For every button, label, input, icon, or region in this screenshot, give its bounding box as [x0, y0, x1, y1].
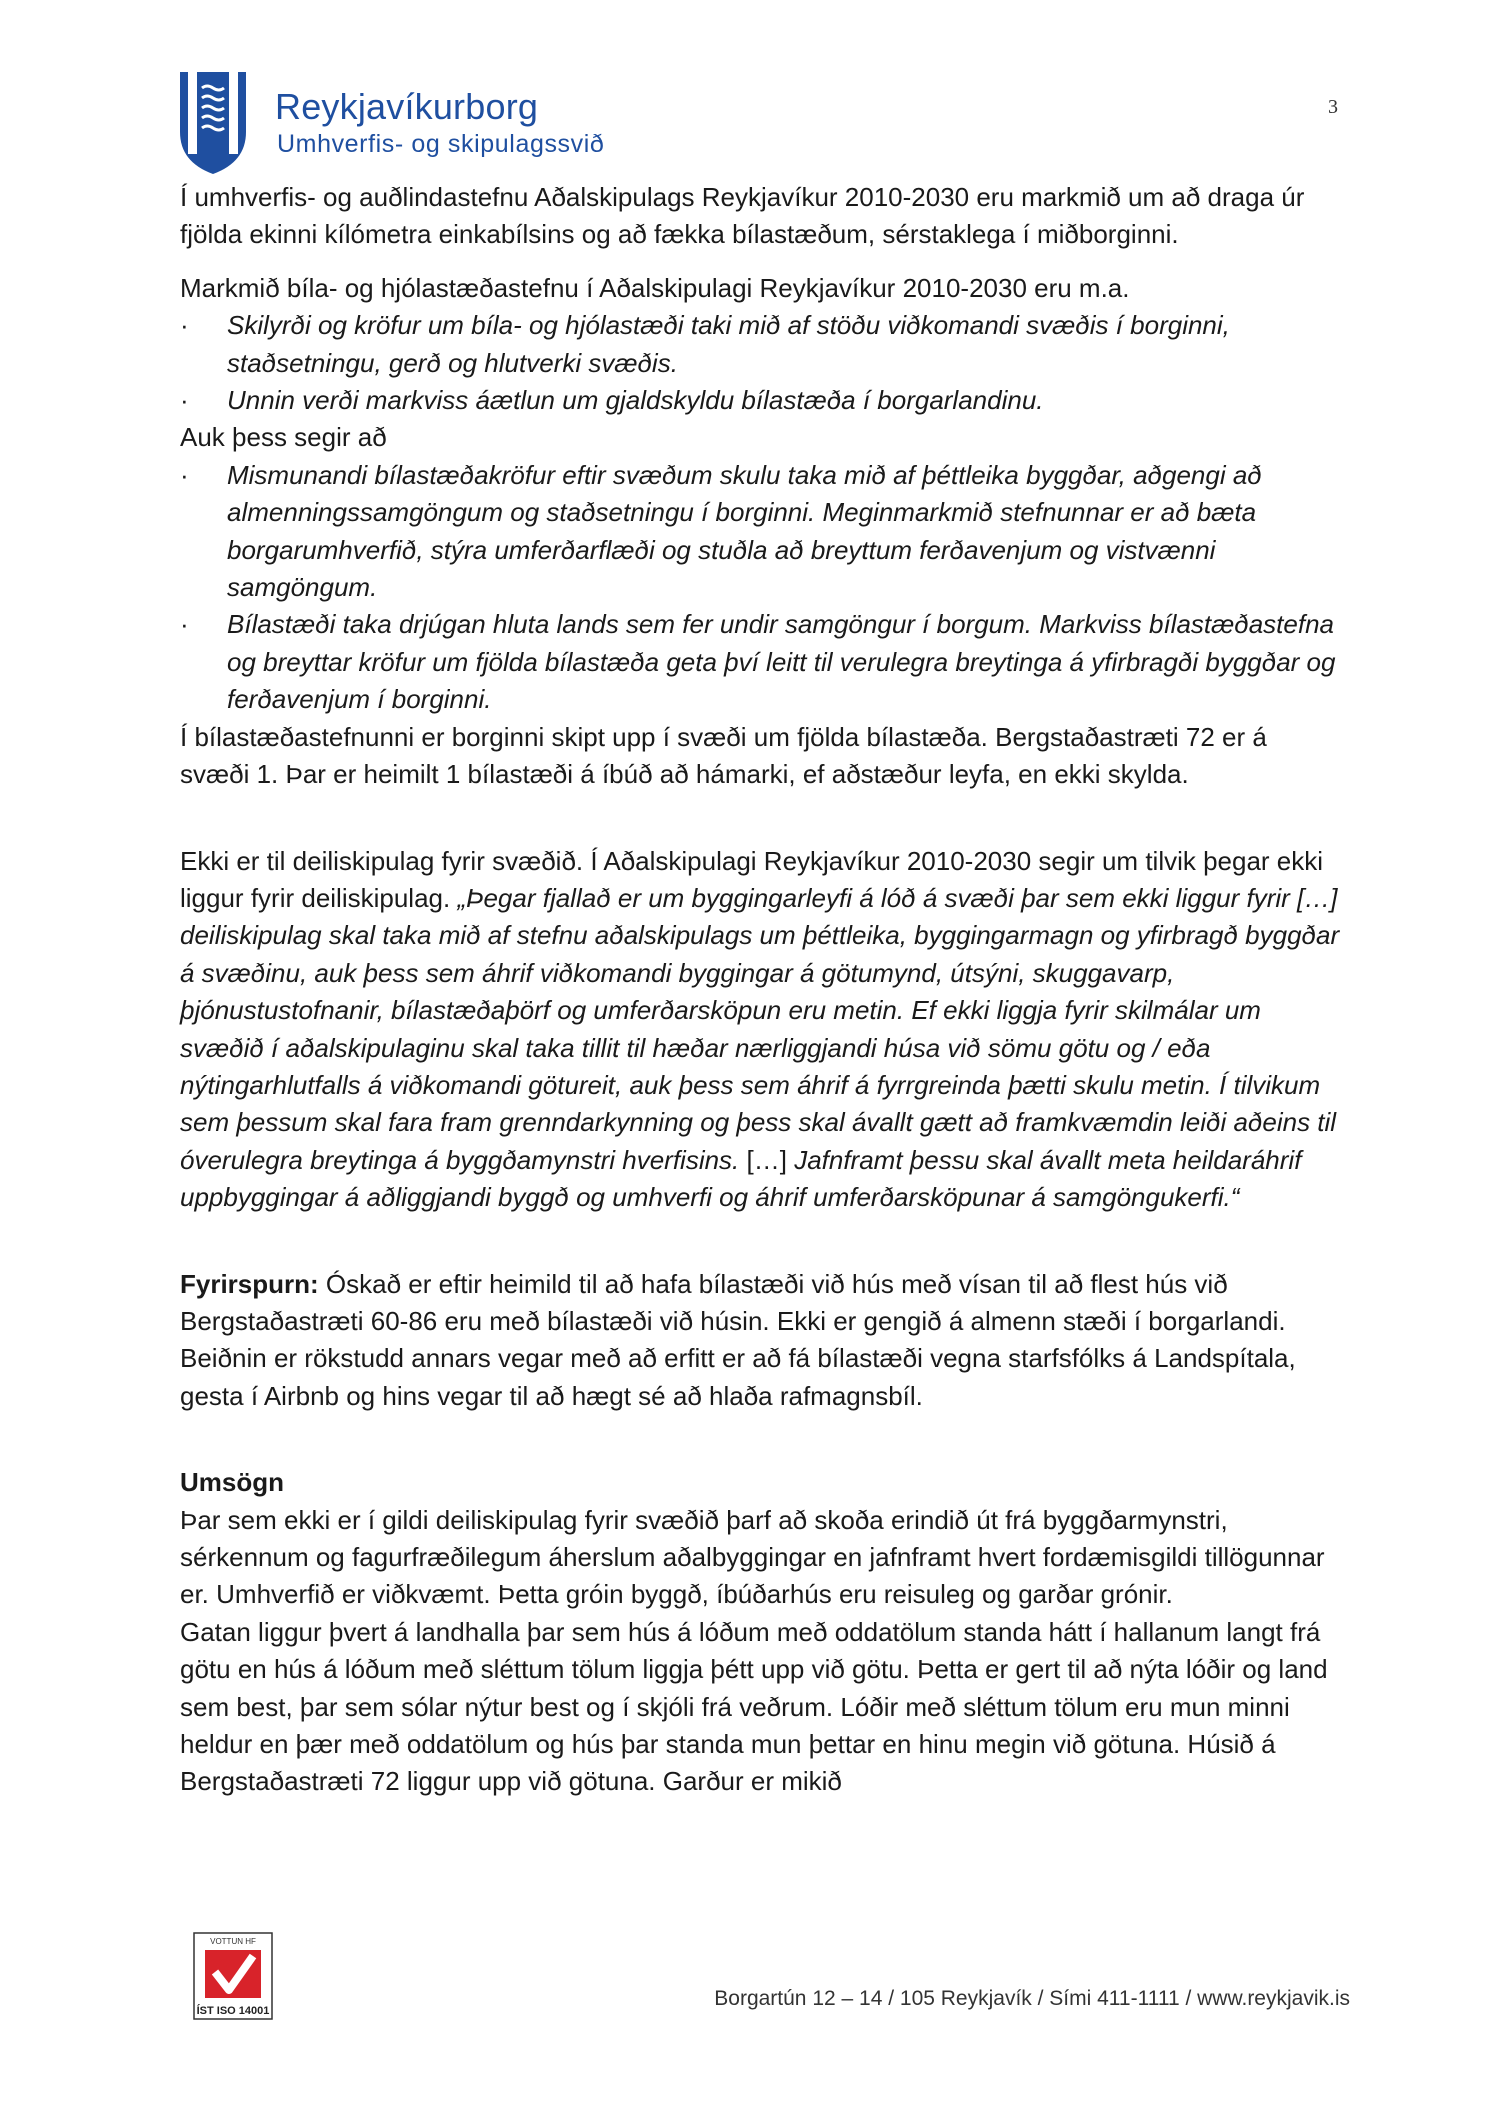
- bullet-icon: ·: [180, 385, 189, 416]
- document-body: [180, 179, 1340, 1801]
- reykjavik-coat-of-arms-icon: [178, 70, 248, 176]
- paragraph-with-quote: Ekki er til deiliskipulag fyrir svæðið. Í Aðalskipulagi Reykjavíkur 2010-2030 segir um tilvik þegar ekki liggur fyrir deiliskipulag. „Þegar fjallað er um byggingarleyfi á lóð á svæði þar sem ekki liggur fyrir […] deiliskipulag skal taka mið af stefnu aðalskipulags um þéttleika, byggingarmagn og yfirbragð byggðar á svæðinu, auk þess sem áhrif viðkomandi byggingar á götumynd, útsýni, skuggavarp, þjónustustofnanir, bílastæðaþörf og umferðarsköpun eru metin. Ef ekki liggja fyrir skilmálar um svæðið í aðalskipulaginu skal taka tillit til hæðar nærliggjandi húsa við sömu götu og / eða nýtingarhlutfalls á viðkomandi götureit, auk þess sem áhrif á fyrrgreinda þætti skulu metin. Í tilvikum sem þessum skal fara fram grenndarkynning og þess skal ávallt gætt að framkvæmdin leiði aðeins til óverulegra breytinga á byggðamynstri hverfisins. […] Jafnframt þessu skal ávallt meta heildaráhrif uppbyggingar á aðliggjandi byggð og umhverfi og áhrif umferðarsköpunar á samgöngukerfi.“: [180, 845, 1340, 1213]
- cert-bottom-text: ÍST ISO 14001: [196, 2005, 270, 2017]
- department-name: Umhverfis- og skipulagssvið: [277, 130, 605, 158]
- org-name: Reykjavíkurborg: [275, 86, 539, 127]
- list-item: · Bílastæði taka drjúgan hluta lands sem fer undir samgöngur í borgum. Markviss bílastæðastefna og breyttar kröfur um fjölda bílastæða geta því leitt til verulegra breytinga á yfirbragði byggðar og ferðavenjum í borginni.: [180, 606, 1340, 718]
- inquiry-paragraph: Fyrirspurn: Óskað er eftir heimild til að hafa bílastæði við hús með vísan til að flest hús við Bergstaðastræti 60-86 eru með bílastæði við húsin. Ekki er gengið á almenn stæði í borgarlandi. Beiðnin er rökstudd annars vegar með að erfitt er að fá bílastæði vegna starfsfólks á Landspítala, gesta í Airbnb og hins vegar til að hægt sé að hlaða rafmagnsbíl.: [180, 1268, 1296, 1411]
- inquiry-label: Fyrirspurn:: [180, 1268, 319, 1299]
- list-item: · Skilyrði og kröfur um bíla- og hjólastæði taki mið af stöðu viðkomandi svæðis í borginni, staðsetningu, gerð og hlutverki svæðis.: [180, 307, 1340, 382]
- quote: „Þegar fjallað er um byggingarleyfi á lóð á svæði þar sem ekki liggur fyrir […] deiliskipulag skal taka mið af stefnu aðalskipulags um þéttleika, byggingarmagn og yfirbragð byggðar á svæðinu, auk þess sem áhrif viðkomandi byggingar á götumynd, útsýni, skuggavarp, þjónustustofnanir, bílastæðaþörf og umferðarsköpun eru metin. Ef ekki liggja fyrir skilmálar um svæðið í aðalskipulaginu skal taka tillit til hæðar nærliggjandi húsa við sömu götu og / eða nýtingarhlutfalls á viðkomandi götureit, auk þess sem áhrif á fyrrgreinda þætti skulu metin. Í tilvikum sem þessum skal fara fram grenndarkynning og þess skal ávallt gætt að framkvæmdin leiði aðeins til óverulegra breytinga á byggðamynstri hverfisins.: [180, 882, 1340, 1175]
- paragraph: Í bílastæðastefnunni er borginni skipt upp í svæði um fjölda bílastæða. Bergstaðastræti 72 er á svæði 1. Þar er heimilt 1 bílastæði á íbúð að hámarki, ef aðstæður leyfa, en ekki skylda.: [180, 721, 1267, 790]
- paragraph: Þar sem ekki er í gildi deiliskipulag fyrir svæðið þarf að skoða erindið út frá byggðarmynstri, sérkennum og fagurfræðilegum áherslum aðalbyggingar en jafnframt hvert fordæmisgildi tillögunnar er. Umhverfið er viðkvæmt. Þetta gróin byggð, íbúðarhús eru reisuleg og garðar grónir.: [180, 1504, 1325, 1610]
- quote: Jafnframt þessu skal ávallt meta heildaráhrif uppbyggingar á aðliggjandi byggð og umhverfi og áhrif umferðarsköpunar á samgöngukerfi.“: [180, 1144, 1302, 1213]
- list-item: · Mismunandi bílastæðakröfur eftir svæðum skulu taka mið af þéttleika byggðar, aðgengi að almenningssamgöngum og staðsetningu í borginni. Meginmarkmið stefnunnar er að bæta borgarumhverfið, stýra umferðarflæði og stuðla að breyttum ferðavenjum og vistvænni samgöngum.: [180, 457, 1340, 607]
- footer-address: Borgartún 12 – 14 / 105 Reykjavík / Sími 411-1111 / www.reykjavik.is: [714, 1987, 1350, 2010]
- page-number: 3: [1328, 96, 1338, 118]
- list-item: · Unnin verði markviss áætlun um gjaldskyldu bílastæða í borgarlandinu.: [180, 382, 1340, 419]
- iso-certification-icon: [193, 1932, 273, 2020]
- bullet-icon: ·: [180, 459, 189, 490]
- bullet-icon: ·: [180, 609, 189, 640]
- letterhead: [178, 68, 1338, 178]
- cert-top-text: VOTTUN HF: [210, 1937, 256, 1946]
- paragraph: Markmið bíla- og hjólastæðastefnu í Aðalskipulagi Reykjavíkur 2010-2030 eru m.a.: [180, 272, 1130, 303]
- paragraph: Auk þess segir að: [180, 422, 387, 453]
- paragraph: Gatan liggur þvert á landhalla þar sem hús á lóðum með oddatölum standa hátt í hallanum langt frá götu en hús á lóðum með sléttum tölum liggja þétt upp við götu. Þetta er gert til að nýta lóðir og land sem best, þar sem sólar nýtur best og í skjóli frá veðrum. Lóðir með sléttum tölum eru mun minni heldur en þær með oddatölum og hús þar standa mun þettar en hinu megin við götuna. Húsið á Bergstaðastræti 72 liggur upp við götuna. Garður er mikið: [180, 1616, 1328, 1797]
- section-heading: Umsögn: [180, 1467, 284, 1498]
- paragraph: Í umhverfis- og auðlindastefnu Aðalskipulags Reykjavíkur 2010-2030 eru markmið um að draga úr fjölda ekinni kílómetra einkabílsins og að fækka bílastæðum, sérstaklega í miðborginni.: [180, 182, 1305, 250]
- bullet-icon: ·: [180, 310, 189, 341]
